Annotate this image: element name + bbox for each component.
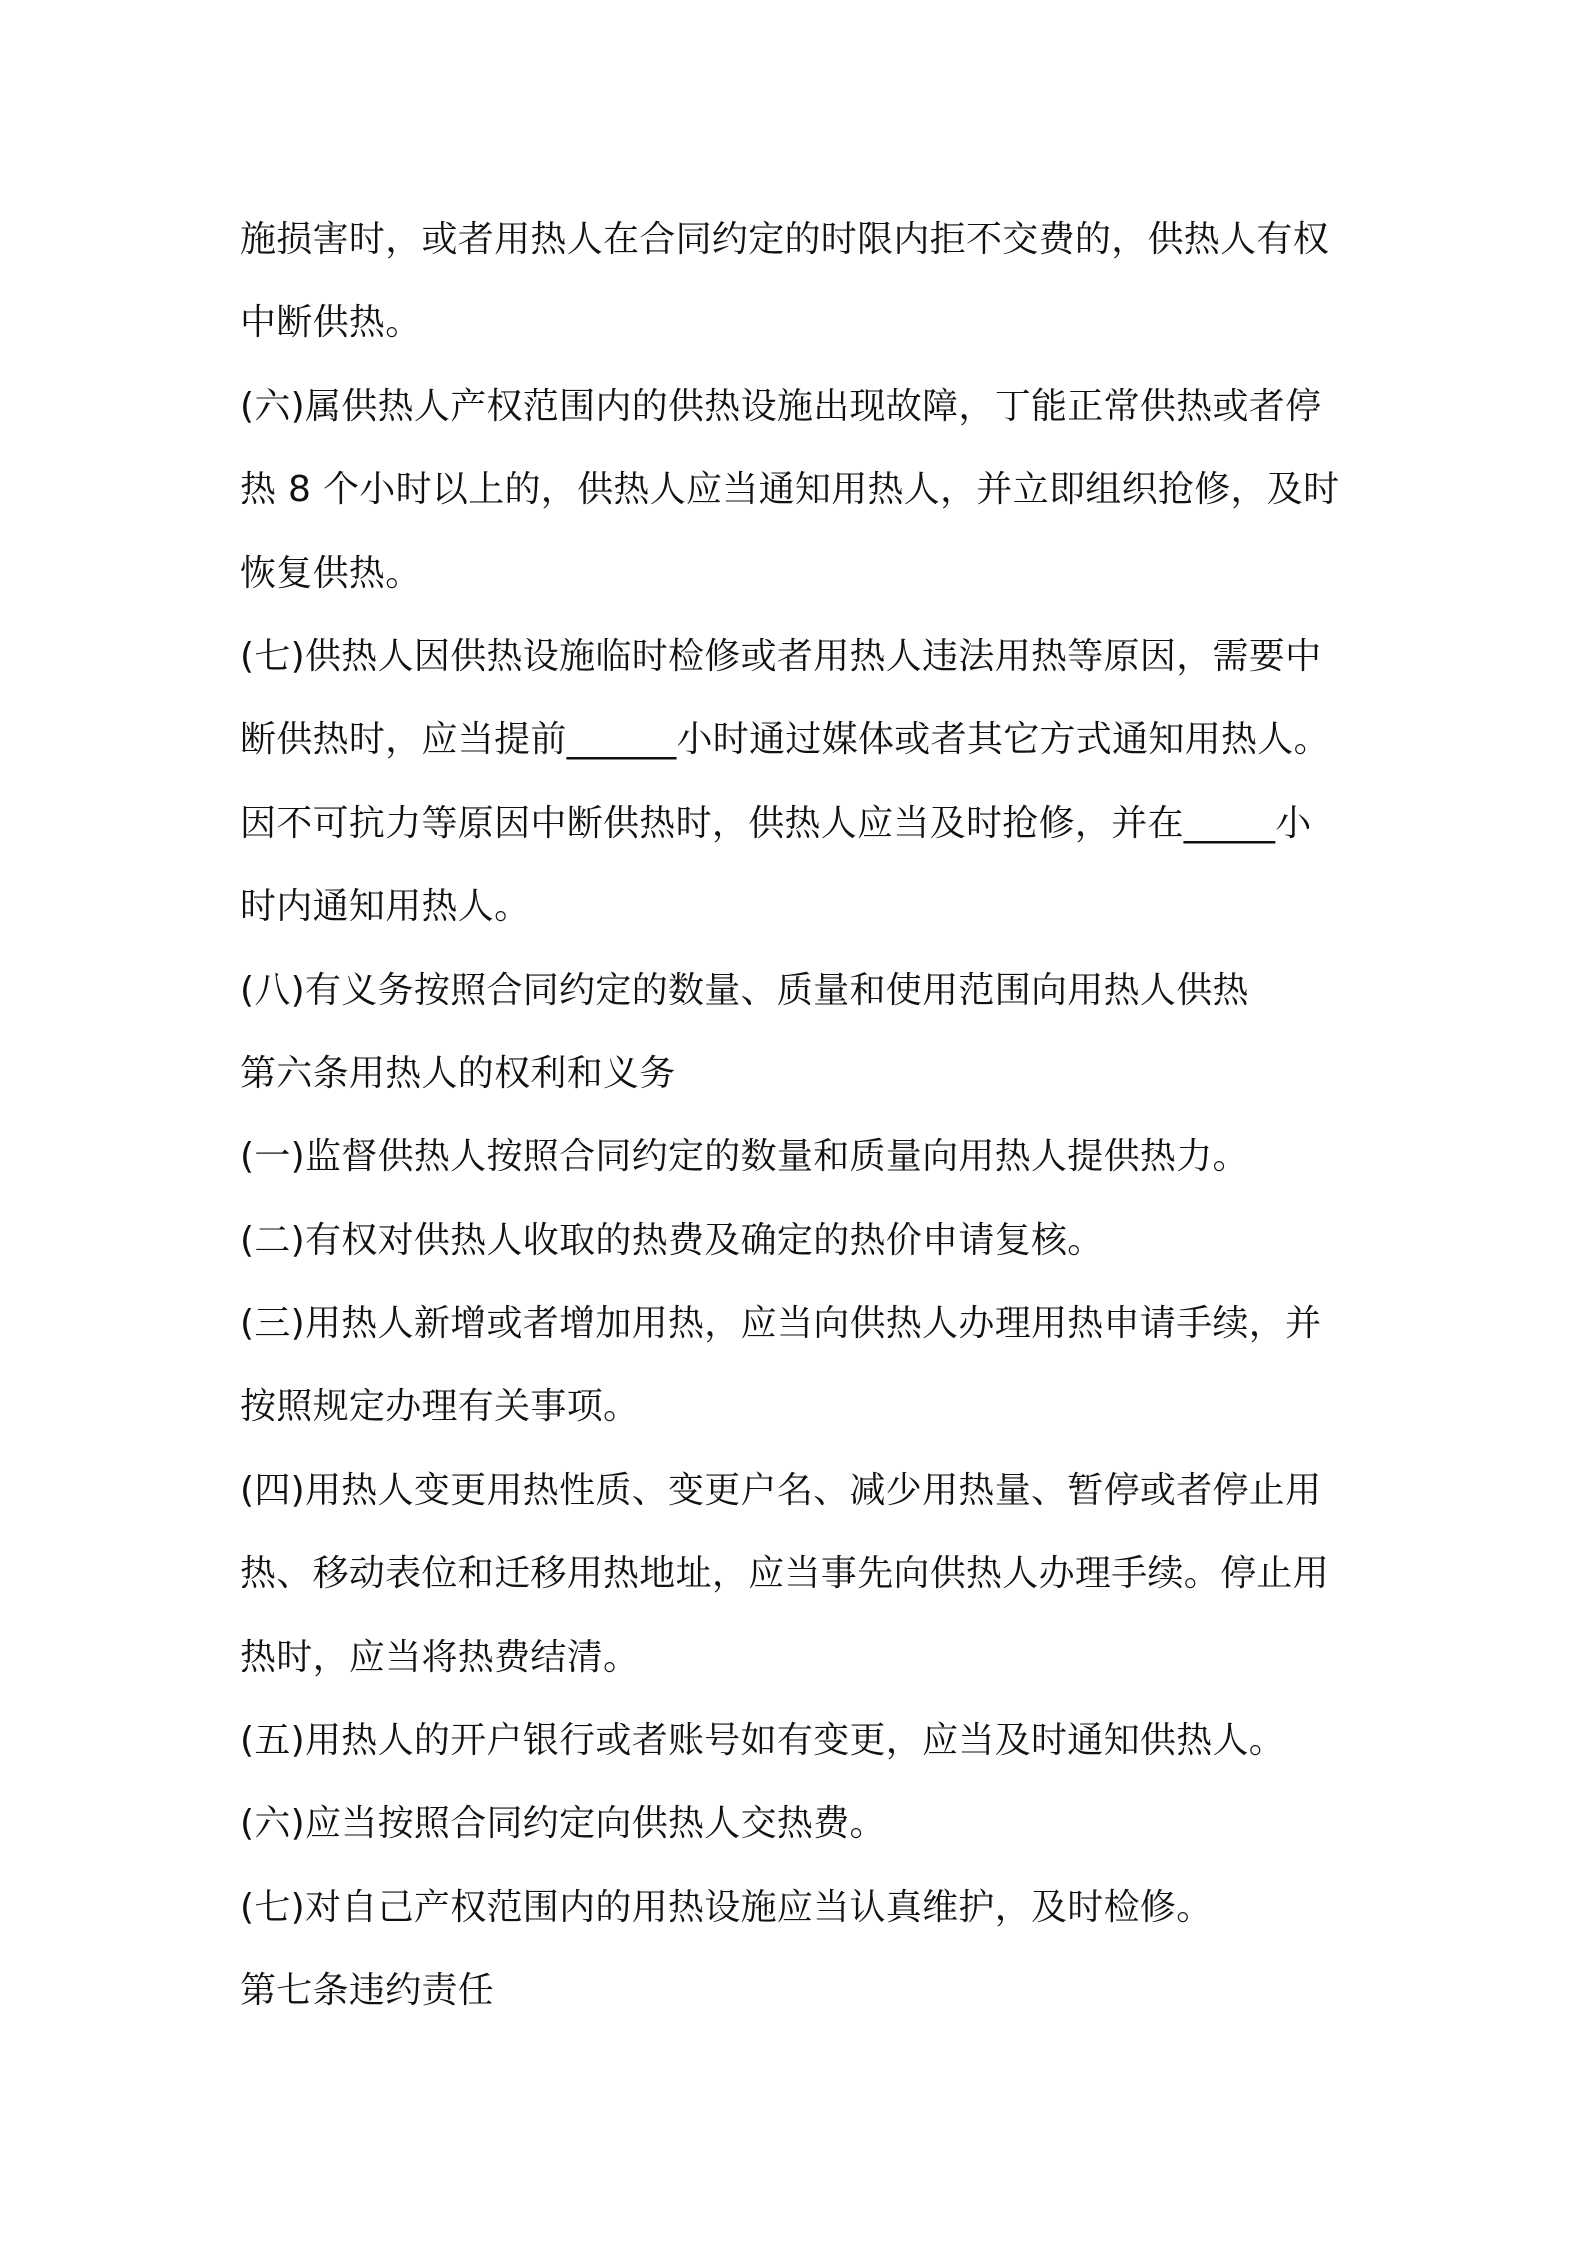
text-line: (二)有权对供热人收取的热费及确定的热价申请复核。 (240, 1219, 1104, 1261)
text-line: (五)用热人的开户银行或者账号如有变更，应当及时通知供热人。 (240, 1720, 1286, 1762)
text-line: (七)供热人因供热设施临时检修或者用热人违法用热等原因，需要中 (240, 635, 1322, 677)
text-line: 中断供热。 (240, 302, 422, 344)
text-line: 施损害时，或者用热人在合同约定的时限内拒不交费的，供热人有权 (240, 219, 1330, 260)
text-line: (七)对自己产权范围内的用热设施应当认真维护，及时检修。 (240, 1886, 1213, 1928)
text-line: 时内通知用热人。 (240, 886, 531, 928)
text-line: 按照规定办理有关事项。 (240, 1386, 640, 1428)
text-line: (六)属供热人产权范围内的供热设施出现故障，丁能正常供热或者停 (240, 385, 1322, 427)
text-line: (六)应当按照合同约定向供热人交热费。 (240, 1803, 886, 1845)
text-line: 热 8 个小时以上的，供热人应当通知用热人，并立即组织抢修，及时 (240, 469, 1340, 511)
document-body (240, 198, 1370, 2033)
section-heading: 第六条用热人的权利和义务 (240, 1052, 676, 1094)
text-line: 因不可抗力等原因中断供热时，供热人应当及时抢修，并在_____小 (240, 802, 1312, 844)
text-line: (一)监督供热人按照合同约定的数量和质量向用热人提供热力。 (240, 1136, 1249, 1178)
text-line: 热、移动表位和迁移用热地址，应当事先向供热人办理手续。停止用 (240, 1553, 1330, 1595)
text-line: (四)用热人变更用热性质、变更户名、减少用热量、暂停或者停止用 (240, 1469, 1322, 1511)
text-line: (三)用热人新增或者增加用热，应当向供热人办理用热申请手续，并 (240, 1303, 1322, 1345)
text-line: 断供热时，应当提前______小时通过媒体或者其它方式通知用热人。 (240, 719, 1330, 761)
text-line: (八)有义务按照合同约定的数量、质量和使用范围向用热人供热 (240, 969, 1249, 1011)
text-line: 热时，应当将热费结清。 (240, 1636, 640, 1678)
section-heading: 第七条违约责任 (240, 1970, 495, 2012)
text-line: 恢复供热。 (240, 552, 422, 594)
